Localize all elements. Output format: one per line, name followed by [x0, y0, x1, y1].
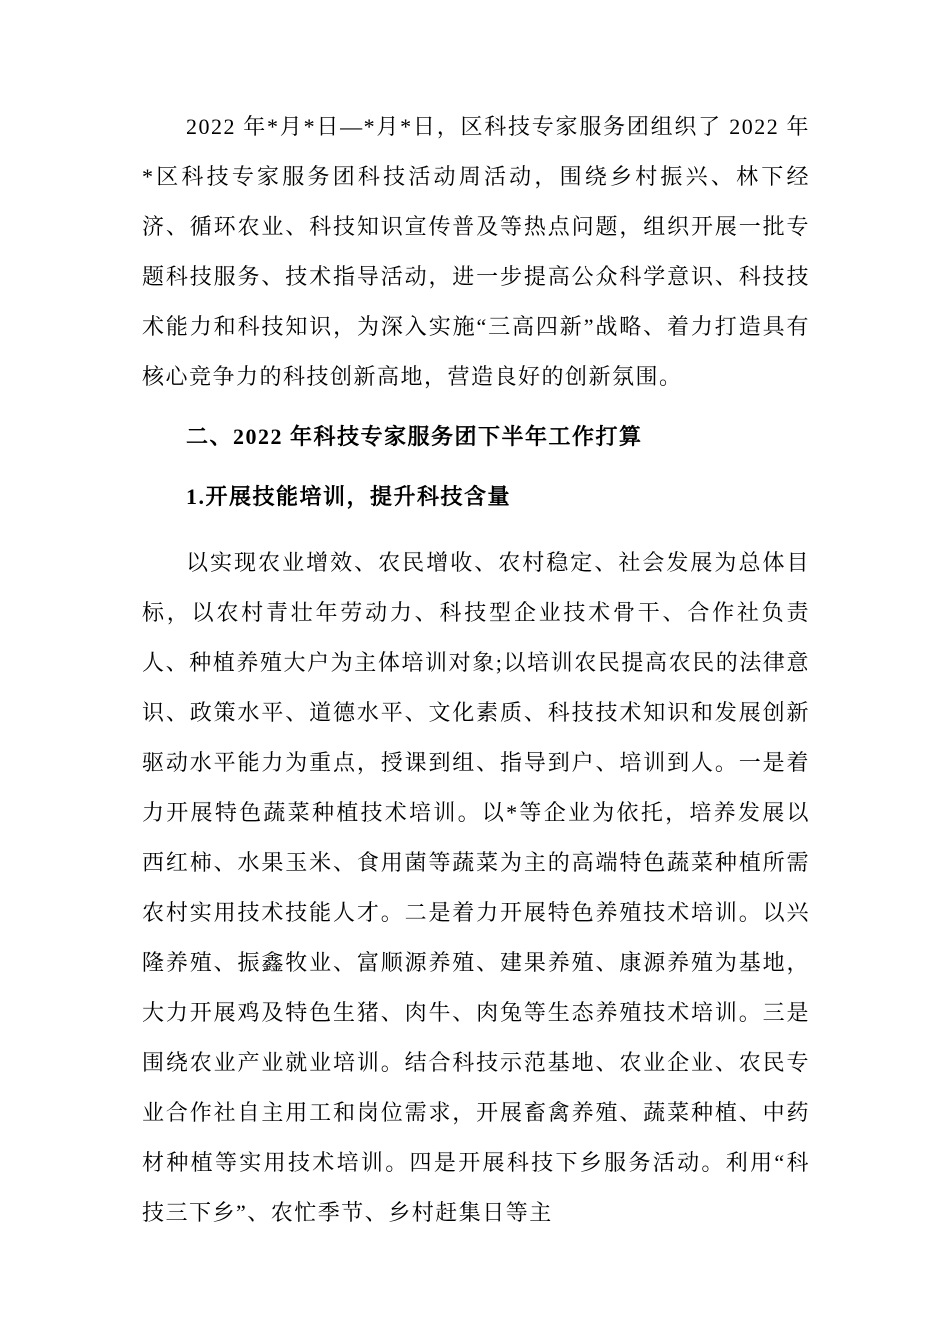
subsection-heading-skills-training: 1.开展技能培训，提升科技含量 — [186, 484, 512, 509]
paragraph-activity-week-summary: 2022 年*月*日—*月*日，区科技专家服务团组织了 2022 年*区科技专家服务团科技活动周活动，围绕乡村振兴、林下经济、循环农业、科技知识宣传普及等热点问题，组织开展一批专题科技服务、技术指导活动，进一步提高公众科学意识、科技技术能力和科技知识，为深入实施“三高四新”战略、着力打造具有核心竞争力的科技创新高地，营造良好的创新氛围。 — [142, 114, 810, 389]
section-heading-second-half-plan: 二、2022 年科技专家服务团下半年工作打算 — [186, 424, 643, 449]
paragraph-training-details: 以实现农业增效、农民增收、农村稳定、社会发展为总体目标，以农村青壮年劳动力、科技型企业技术骨干、合作社负责人、种植养殖大户为主体培训对象;以培训农民提高农民的法律意识、政策水平、道德水平、文化素质、科技技术知识和发展创新驱动水平能力为重点，授课到组、指导到户、培训到人。一是着力开展特色蔬菜种植技术培训。以*等企业为依托，培养发展以西红柿、水果玉米、食用菌等蔬菜为主的高端特色蔬菜种植所需农村实用技术技能人才。二是着力开展特色养殖技术培训。以兴隆养殖、振鑫牧业、富顺源养殖、建果养殖、康源养殖为基地，大力开展鸡及特色生猪、肉牛、肉兔等生态养殖技术培训。三是围绕农业产业就业培训。结合科技示范基地、农业企业、农民专业合作社自主用工和岗位需求，开展畜禽养殖、蔬菜种植、中药材种植等实用技术培训。四是开展科技下乡服务活动。利用“科技三下乡”、农忙季节、乡村赶集日等主 — [142, 550, 810, 1225]
